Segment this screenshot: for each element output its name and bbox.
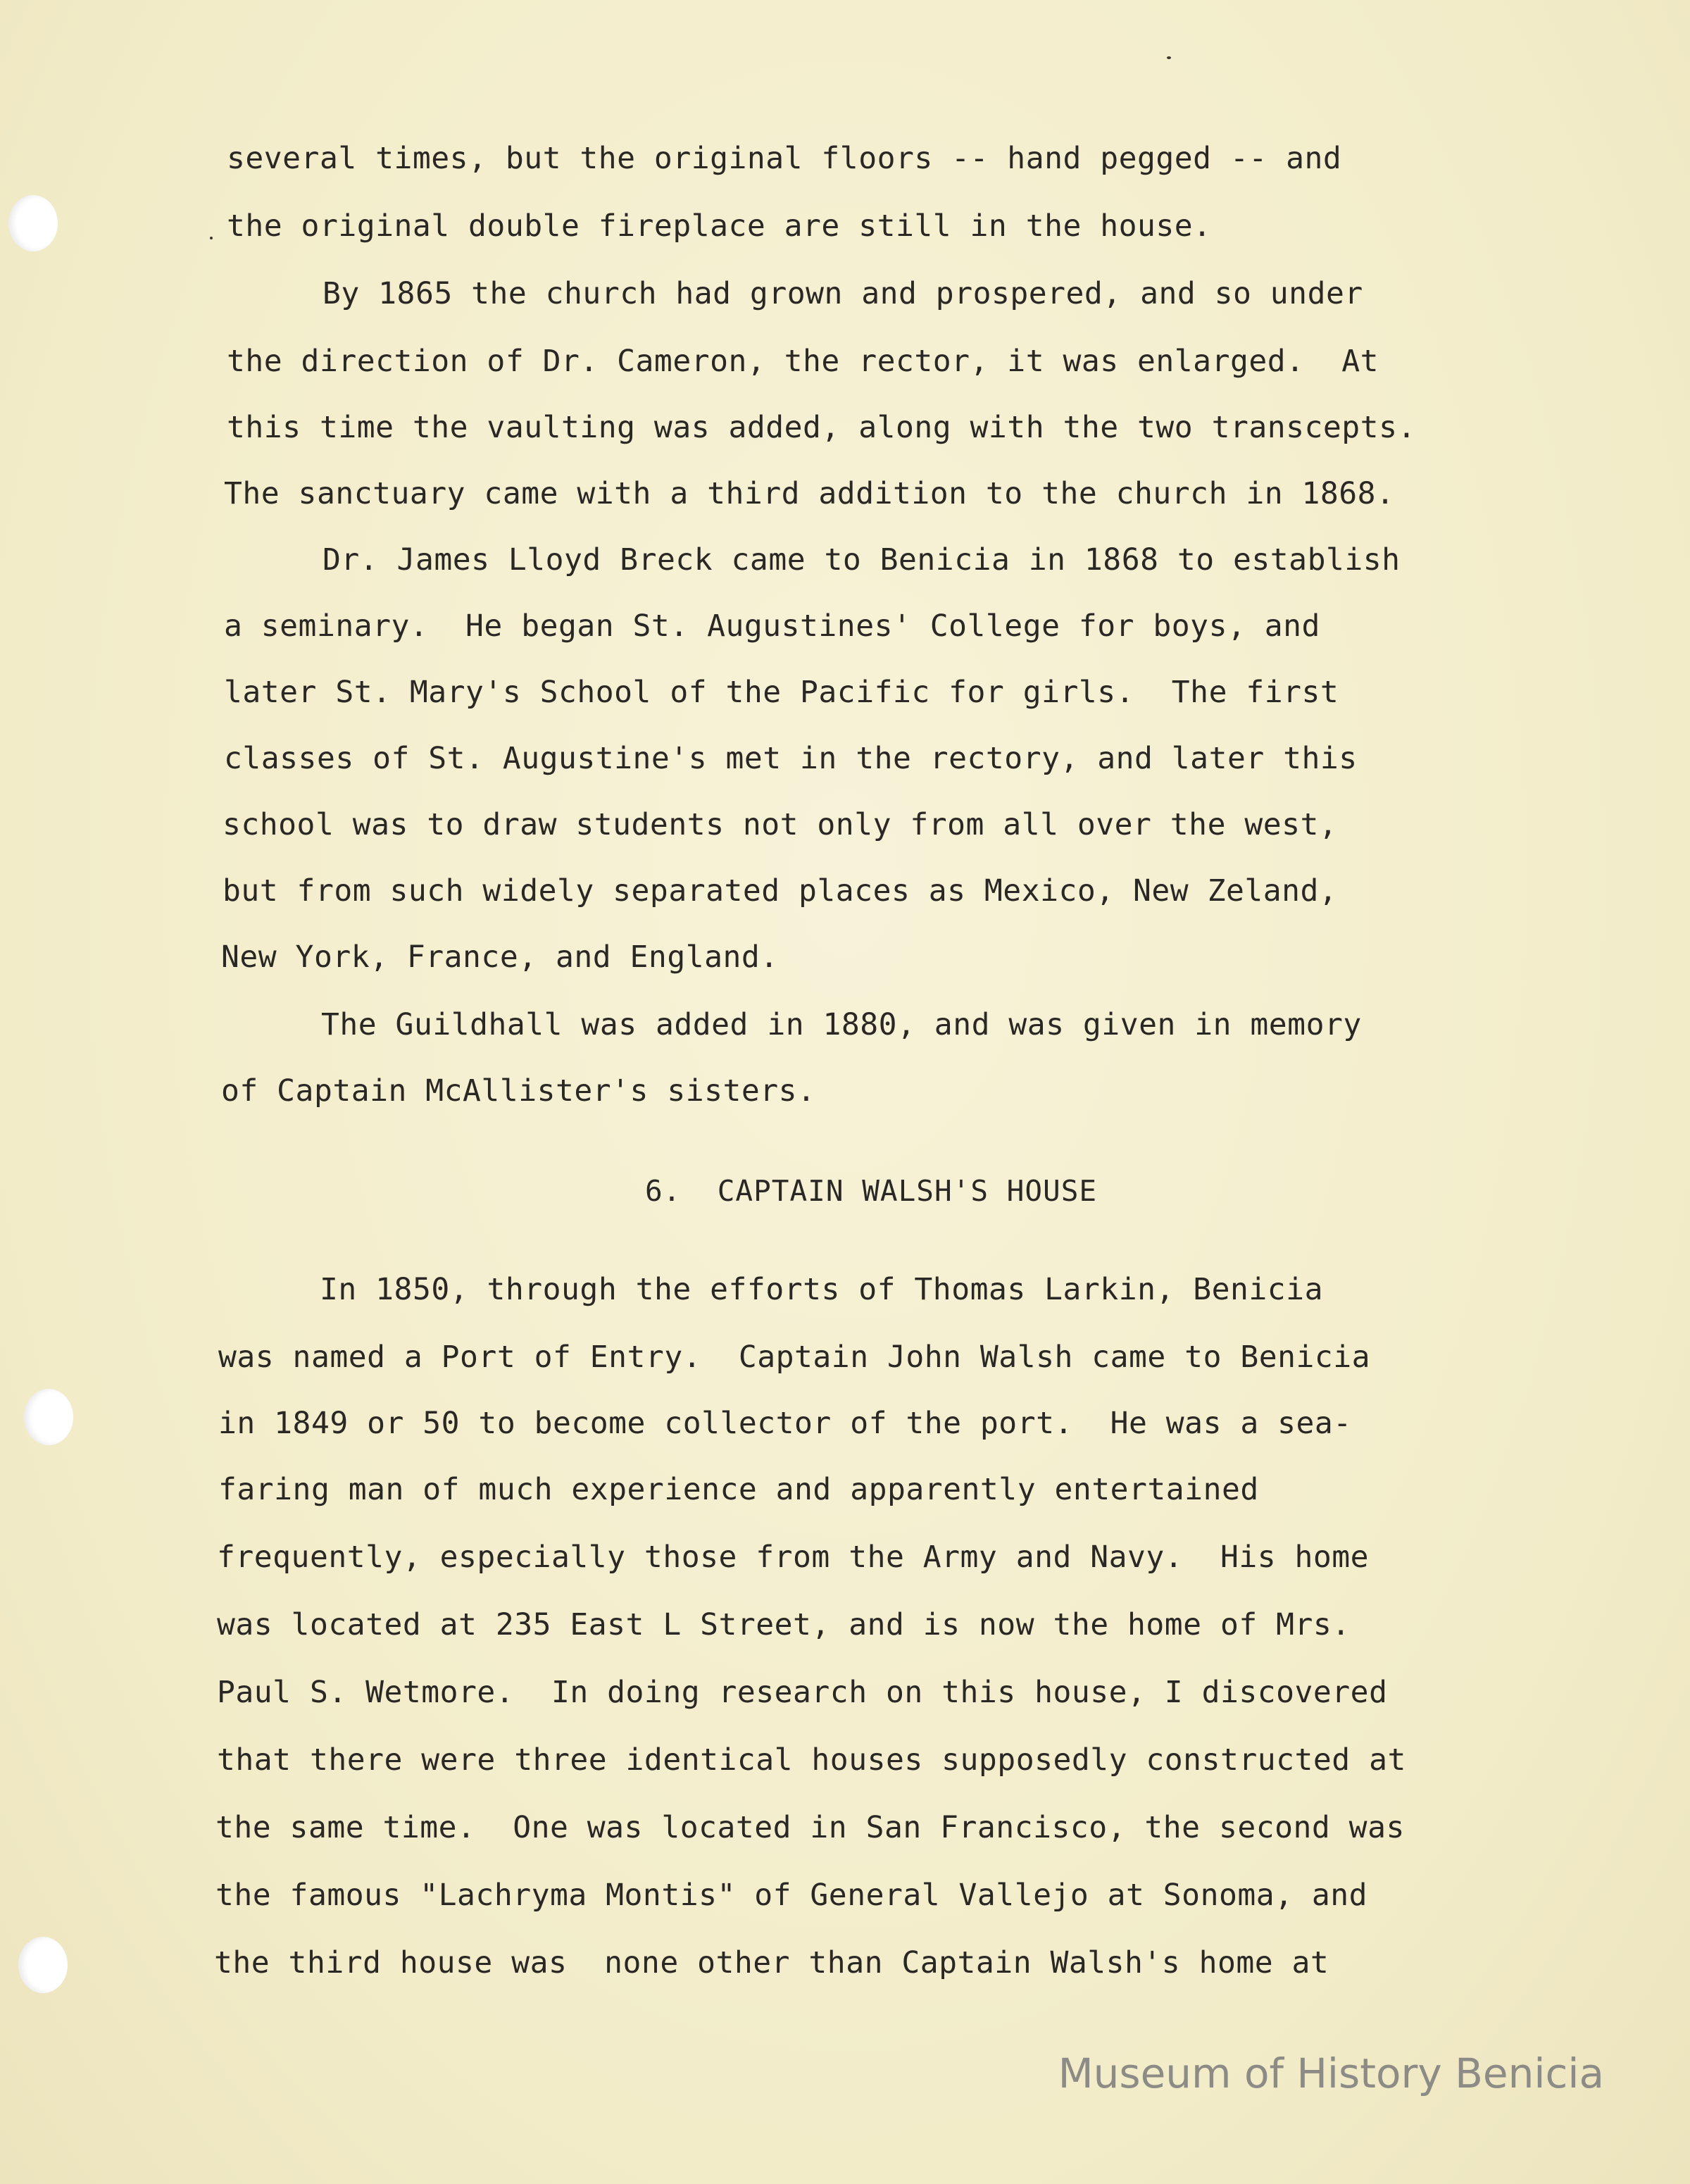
text-line: of Captain McAllister's sisters. (221, 1073, 816, 1109)
text-line: school was to draw students not only from all over the west, (223, 807, 1338, 842)
text-line: several times, but the original floors -- hand pegged -- and (227, 141, 1342, 176)
text-line: In 1850, through the efforts of Thomas Larkin, Benicia (320, 1272, 1323, 1307)
text-line: By 1865 the church had grown and prospered, and so under (323, 276, 1363, 311)
punch-hole-top (8, 195, 58, 251)
text-line: was named a Port of Entry. Captain John Walsh came to Benicia (218, 1340, 1371, 1375)
text-line: this time the vaulting was added, along with the two transcepts. (227, 410, 1416, 445)
punch-hole-bottom (18, 1937, 68, 1993)
text-line: the original double fireplace are still in the house. (227, 208, 1212, 244)
text-line: later St. Mary's School of the Pacific for girls. The first (224, 675, 1339, 710)
text-line: The Guildhall was added in 1880, and was given in memory (321, 1007, 1362, 1042)
text-line: The sanctuary came with a third addition to the church in 1868. (224, 476, 1395, 511)
watermark-text: Museum of History Benicia (1058, 2049, 1604, 2097)
text-line: frequently, especially those from the Army and Navy. His home (217, 1540, 1370, 1575)
text-line: the famous "Lachryma Montis" of General Vallejo at Sonoma, and (215, 1878, 1368, 1913)
paper-speck (210, 237, 213, 239)
paper-speck (1167, 56, 1171, 59)
text-line: the same time. One was located in San Francisco, the second was (215, 1810, 1405, 1845)
text-line: Paul S. Wetmore. In doing research on this house, I discovered (217, 1675, 1388, 1710)
text-line: Dr. James Lloyd Breck came to Benicia in 1868 to establish (323, 542, 1401, 578)
text-line: was located at 235 East L Street, and is now the home of Mrs. (217, 1607, 1351, 1642)
text-line: the third house was none other than Captain Walsh's home at (214, 1945, 1329, 1980)
section-heading: 6. CAPTAIN WALSH'S HOUSE (645, 1174, 1098, 1208)
text-line: that there were three identical houses supposedly constructed at (217, 1742, 1406, 1778)
text-line: in 1849 or 50 to become collector of the port. He was a sea- (218, 1406, 1352, 1441)
text-line: faring man of much experience and apparently entertained (218, 1472, 1259, 1507)
text-line: the direction of Dr. Cameron, the rector, it was enlarged. At (227, 344, 1379, 379)
punch-hole-middle (24, 1389, 73, 1445)
text-line: a seminary. He began St. Augustines' College for boys, and (224, 609, 1320, 644)
text-line: classes of St. Augustine's met in the rectory, and later this (224, 741, 1358, 776)
text-line: New York, France, and England. (221, 940, 779, 975)
text-line: but from such widely separated places as Mexico, New Zeland, (223, 873, 1338, 909)
